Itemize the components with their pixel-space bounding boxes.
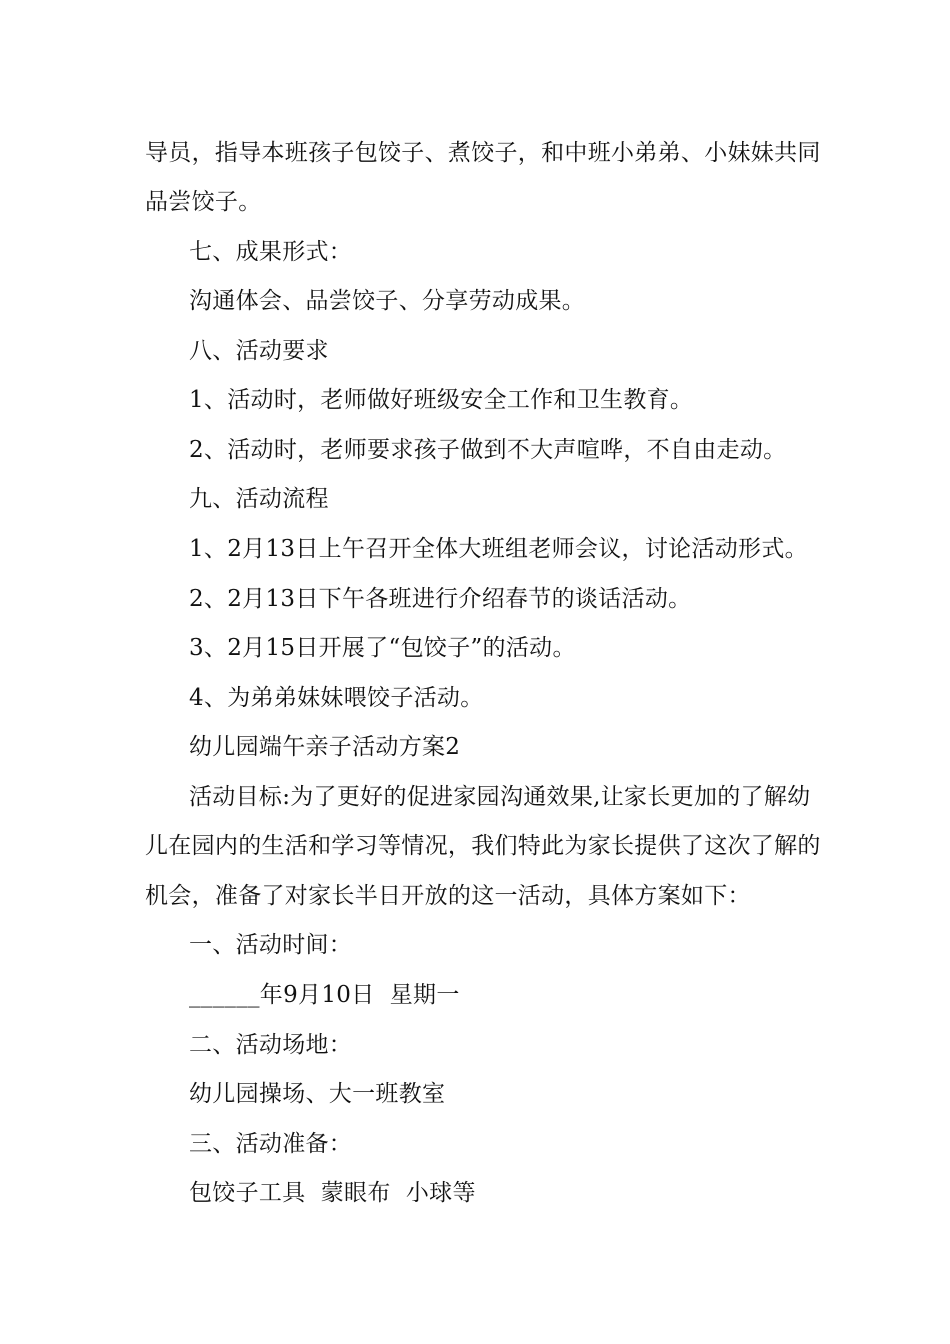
section-heading: 二、活动场地：	[189, 1032, 353, 1058]
list-item: 2、2月13日下午各班进行介绍春节的谈话活动。	[189, 586, 692, 612]
section-heading: 九、活动流程	[189, 486, 329, 512]
paragraph-line: 包饺子工具 蒙眼布 小球等	[189, 1180, 476, 1206]
paragraph-line: ______年9月10日 星期一	[189, 982, 460, 1008]
section-heading: 七、成果形式：	[189, 239, 353, 265]
list-item: 4、为弟弟妹妹喂饺子活动。	[189, 685, 484, 711]
paragraph-line: 机会，准备了对家长半日开放的这一活动，具体方案如下：	[145, 883, 751, 909]
list-item: 1、2月13日上午召开全体大班组老师会议，讨论活动形式。	[189, 536, 808, 562]
list-item: 3、2月15日开展了“包饺子”的活动。	[189, 635, 576, 661]
paragraph-line: 品尝饺子。	[145, 189, 262, 215]
paragraph-line: 儿在园内的生活和学习等情况，我们特此为家长提供了这次了解的	[145, 833, 821, 859]
section-heading: 一、活动时间：	[189, 932, 353, 958]
paragraph-line: 活动目标:为了更好的促进家园沟通效果,让家长更加的了解幼	[189, 784, 811, 810]
paragraph-line: 导员，指导本班孩子包饺子、煮饺子，和中班小弟弟、小妹妹共同	[145, 140, 821, 166]
list-item: 2、活动时，老师要求孩子做到不大声喧哗，不自由走动。	[189, 437, 787, 463]
list-item: 1、活动时，老师做好班级安全工作和卫生教育。	[189, 387, 694, 413]
document-subtitle: 幼儿园端午亲子活动方案2	[189, 734, 461, 760]
section-heading: 八、活动要求	[189, 338, 329, 364]
section-heading: 三、活动准备：	[189, 1131, 353, 1157]
paragraph-line: 幼儿园操场、大一班教室	[189, 1081, 446, 1107]
paragraph-line: 沟通体会、品尝饺子、分享劳动成果。	[189, 288, 586, 314]
